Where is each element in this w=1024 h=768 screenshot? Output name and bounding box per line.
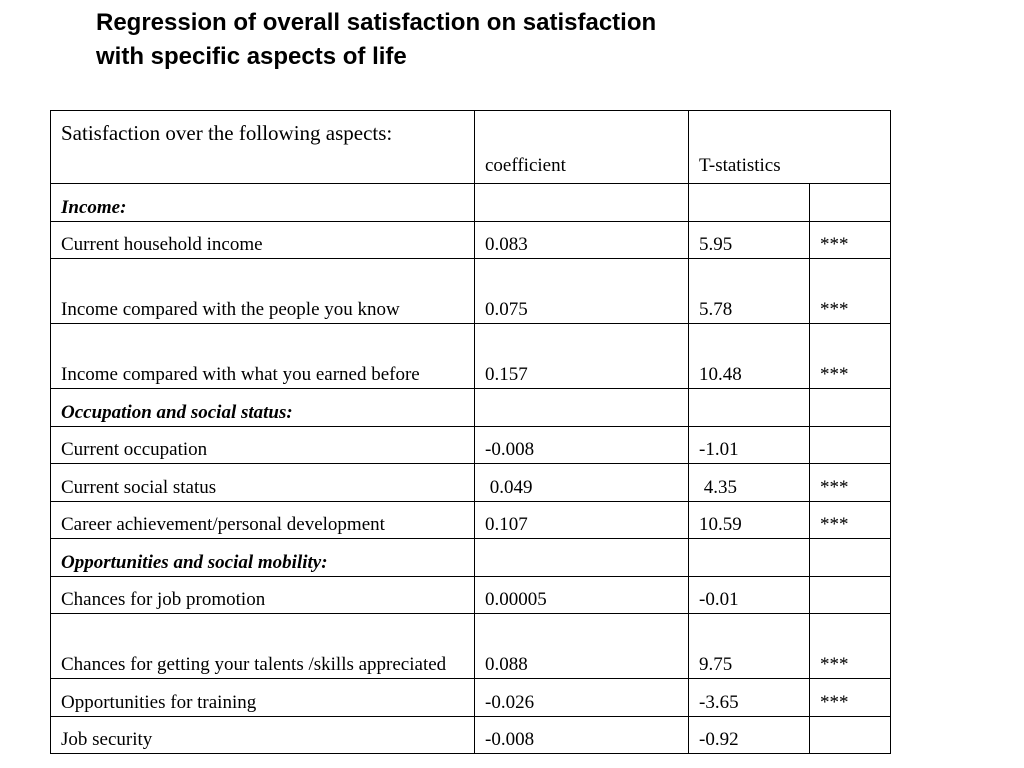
row-t-statistic: -1.01 bbox=[689, 426, 810, 464]
row-label: Career achievement/personal development bbox=[51, 501, 475, 539]
row-label: Current household income bbox=[51, 221, 475, 259]
row-significance: *** bbox=[810, 221, 891, 259]
section-label: Opportunities and social mobility: bbox=[51, 539, 475, 577]
header-aspects: Satisfaction over the following aspects: bbox=[51, 111, 475, 184]
row-significance: *** bbox=[810, 501, 891, 539]
row-coefficient: 0.083 bbox=[475, 221, 689, 259]
row-significance bbox=[810, 576, 891, 614]
table-row bbox=[51, 221, 891, 259]
header-coefficient: coefficient bbox=[475, 111, 689, 184]
row-coefficient: 0.157 bbox=[475, 324, 689, 389]
row-label: Current social status bbox=[51, 464, 475, 502]
row-significance: *** bbox=[810, 679, 891, 717]
table-row bbox=[51, 259, 891, 324]
row-t-statistic: 10.48 bbox=[689, 324, 810, 389]
row-significance bbox=[810, 426, 891, 464]
slide-title-line-1: Regression of overall satisfaction on satisfaction bbox=[96, 9, 657, 36]
slide-title-line-2: with specific aspects of life bbox=[96, 43, 407, 70]
row-label: Chances for job promotion bbox=[51, 576, 475, 614]
row-label: Job security bbox=[51, 716, 475, 754]
row-t-statistic: -0.01 bbox=[689, 576, 810, 614]
row-coefficient: 0.088 bbox=[475, 614, 689, 679]
table-row bbox=[51, 324, 891, 389]
row-significance bbox=[810, 716, 891, 754]
table-row bbox=[51, 426, 891, 464]
table-row bbox=[51, 501, 891, 539]
header-t-statistics: T-statistics bbox=[689, 111, 891, 184]
row-t-statistic: 5.95 bbox=[689, 221, 810, 259]
row-significance: *** bbox=[810, 614, 891, 679]
regression-table bbox=[50, 110, 891, 754]
row-significance: *** bbox=[810, 464, 891, 502]
row-coefficient: 0.075 bbox=[475, 259, 689, 324]
table-row bbox=[51, 464, 891, 502]
row-significance: *** bbox=[810, 259, 891, 324]
row-coefficient: -0.008 bbox=[475, 426, 689, 464]
section-label: Income: bbox=[51, 184, 475, 222]
table-row bbox=[51, 679, 891, 717]
table-row-section bbox=[51, 539, 891, 577]
slide-title bbox=[96, 6, 856, 74]
row-label: Opportunities for training bbox=[51, 679, 475, 717]
row-t-statistic: 9.75 bbox=[689, 614, 810, 679]
row-coefficient: 0.107 bbox=[475, 501, 689, 539]
row-t-statistic: -3.65 bbox=[689, 679, 810, 717]
table-row bbox=[51, 716, 891, 754]
row-coefficient: 0.049 bbox=[475, 464, 689, 502]
row-coefficient: -0.008 bbox=[475, 716, 689, 754]
table-header-row bbox=[51, 111, 891, 184]
row-t-statistic: 5.78 bbox=[689, 259, 810, 324]
table-row bbox=[51, 576, 891, 614]
table-row-section bbox=[51, 184, 891, 222]
row-label: Current occupation bbox=[51, 426, 475, 464]
row-t-statistic: 4.35 bbox=[689, 464, 810, 502]
section-label: Occupation and social status: bbox=[51, 389, 475, 427]
row-label: Income compared with what you earned before bbox=[51, 324, 475, 389]
row-coefficient: 0.00005 bbox=[475, 576, 689, 614]
row-t-statistic: 10.59 bbox=[689, 501, 810, 539]
row-t-statistic: -0.92 bbox=[689, 716, 810, 754]
row-label: Chances for getting your talents /skills appreciated bbox=[51, 614, 475, 679]
row-label: Income compared with the people you know bbox=[51, 259, 475, 324]
table-row-section bbox=[51, 389, 891, 427]
row-coefficient: -0.026 bbox=[475, 679, 689, 717]
table-row bbox=[51, 614, 891, 679]
row-significance: *** bbox=[810, 324, 891, 389]
